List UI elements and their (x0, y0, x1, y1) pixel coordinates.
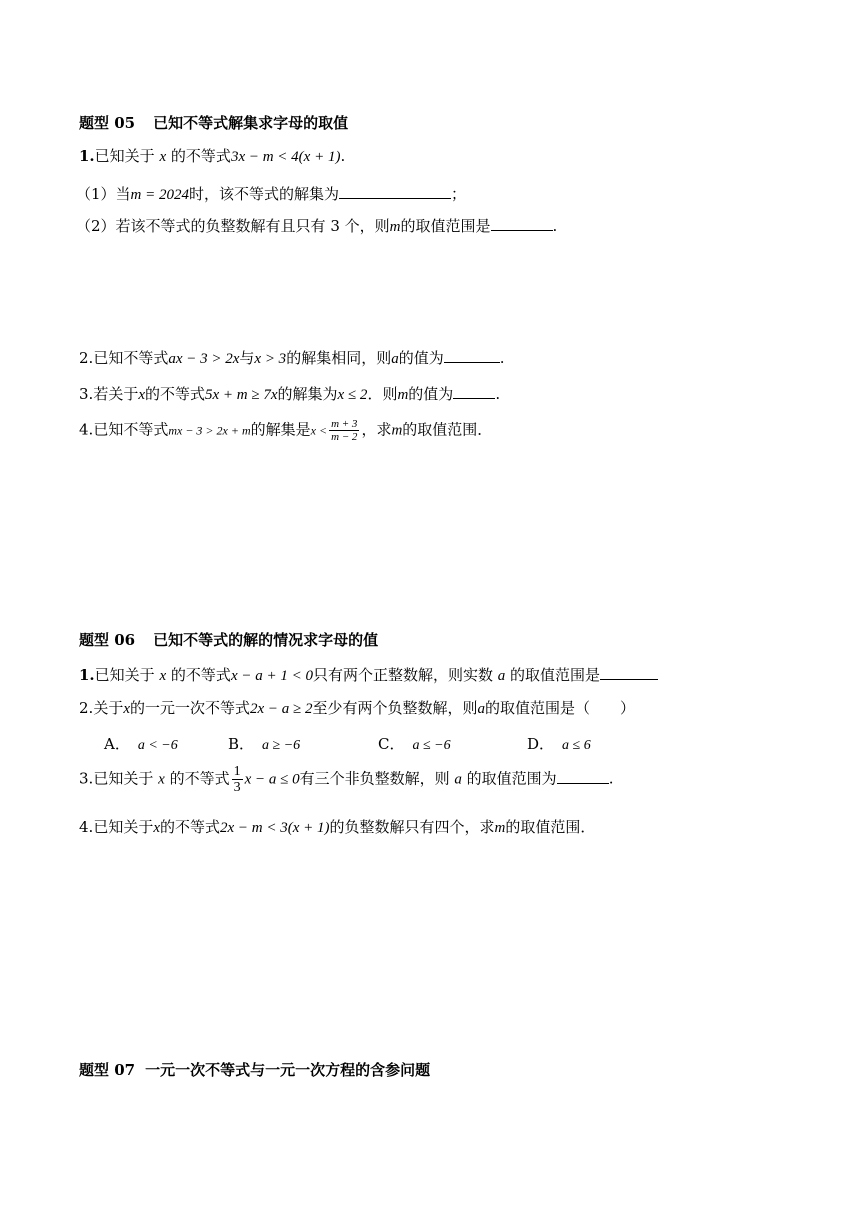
question-text: 的值为 (408, 385, 454, 403)
math-var: m (494, 820, 506, 836)
question-number: 3. (79, 385, 94, 403)
question-number: 1. (79, 666, 95, 684)
math-inequality: x − a ≤ 0 (244, 771, 300, 788)
option-expression: a ≤ −6 (412, 738, 451, 753)
math-inequality: 2x − a ≥ 2 (250, 701, 313, 717)
math-var: x (123, 701, 130, 717)
s05-question-1 (79, 145, 345, 166)
answer-blank[interactable] (339, 184, 451, 199)
question-text: 关于 (93, 699, 124, 717)
math-var: x (159, 668, 167, 684)
math-var: x (159, 149, 167, 165)
question-number: 1. (79, 147, 95, 165)
option-expression: a < −6 (137, 738, 178, 753)
option-label: C． (378, 735, 405, 753)
section-07-heading (79, 1059, 430, 1080)
question-text: 的一元一次不等式 (130, 699, 251, 717)
punct: . (499, 349, 505, 367)
s06-question-3 (79, 764, 613, 795)
s06-question-4 (79, 816, 595, 837)
math-inequality: mx − 3 > 2x + m (168, 423, 251, 438)
question-number: 2. (79, 349, 94, 367)
question-text: ．则 (367, 385, 398, 403)
s05-question-3 (79, 383, 500, 404)
fraction-numerator: 1 (233, 764, 241, 779)
option-b[interactable] (228, 733, 300, 754)
punct: ； (451, 185, 467, 203)
question-text: 与 (239, 349, 255, 367)
question-text: 的不等式 (160, 818, 221, 836)
punct: . (552, 217, 558, 235)
math-var: a (454, 771, 462, 788)
math-var: a (477, 701, 486, 717)
s05-question-2 (79, 347, 505, 368)
option-expression: a ≥ −6 (262, 738, 301, 753)
math-var: m (397, 387, 409, 403)
question-text: 已知不等式 (93, 349, 169, 367)
question-text: 的解集为 (277, 385, 338, 403)
math-var: x (138, 387, 145, 403)
question-text: 的不等式 (170, 147, 231, 165)
math-fraction (232, 764, 243, 795)
math-inequality: 3x − m < 4(x + 1) (230, 149, 341, 165)
section-05-heading (79, 112, 348, 133)
question-text: 已知关于 (93, 769, 154, 788)
answer-blank[interactable] (600, 665, 658, 680)
s05-question-4 (79, 418, 492, 443)
question-number: 3. (79, 769, 94, 788)
math-inequality: 2x − m < 3(x + 1) (220, 820, 330, 836)
question-text: 的负整数解只有四个，求 (329, 818, 495, 836)
section-title: 已知不等式的解的情况求字母的值 (153, 631, 379, 649)
sub-label: （1）当 (76, 185, 131, 203)
math-var: x (153, 820, 160, 836)
question-text: 已知关于 (93, 818, 154, 836)
s05-q1-sub-1 (76, 183, 466, 204)
question-text: 已知不等式 (93, 420, 169, 439)
question-text: 的值为 (398, 349, 444, 367)
math-var: a (391, 351, 399, 367)
answer-blank[interactable] (557, 769, 609, 784)
option-c[interactable] (378, 733, 451, 754)
punct: . (608, 769, 614, 788)
section-06-heading (79, 629, 378, 650)
math-var: m (391, 422, 403, 439)
fraction-denominator: 3 (233, 780, 241, 795)
question-text: 已知关于 (94, 666, 155, 684)
question-text: 的解集是 (250, 420, 311, 439)
fraction-numerator: m + 3 (331, 418, 358, 430)
question-text: 已知关于 (94, 147, 155, 165)
punct: . (340, 147, 346, 165)
math-inequality: x > 3 (254, 351, 287, 367)
question-text: 的取值范围是（ ） (485, 699, 636, 717)
math-var: m (389, 219, 401, 235)
sub-label: （2）若该不等式的负整数解有且只有 3 个，则 (76, 217, 390, 235)
answer-blank[interactable] (453, 384, 495, 399)
punct: . (495, 385, 501, 403)
math-condition: m = 2024 (130, 187, 190, 203)
question-text: 的取值范围为 (466, 769, 557, 788)
question-text: 时，该不等式的解集为 (189, 185, 340, 203)
math-fraction (329, 418, 359, 443)
question-text: 的不等式 (170, 666, 231, 684)
answer-blank[interactable] (444, 348, 500, 363)
option-label: A． (104, 735, 130, 753)
math-var: a (497, 668, 506, 684)
option-d[interactable] (527, 733, 591, 754)
question-text: 的不等式 (169, 769, 230, 788)
s05-q1-sub-2 (76, 215, 557, 236)
section-title: 已知不等式解集求字母的取值 (153, 114, 349, 132)
question-number: 4. (79, 818, 94, 836)
question-text: ，求 (361, 420, 392, 439)
question-text: 至少有两个负整数解，则 (312, 699, 478, 717)
question-text: 只有两个正整数解，则实数 (312, 666, 493, 684)
question-text: 的不等式 (145, 385, 206, 403)
question-text: 的取值范围是 (400, 217, 491, 235)
question-text: 的取值范围． (402, 420, 493, 439)
option-label: B． (228, 735, 255, 753)
math-inequality: ax − 3 > 2x (168, 351, 240, 367)
question-text: 若关于 (93, 385, 139, 403)
section-code: 题型 05 (79, 114, 136, 132)
math-inequality: x − a + 1 < 0 (230, 668, 313, 684)
question-number: 4. (79, 420, 94, 439)
section-code: 题型 07 (79, 1061, 136, 1079)
math-solution: x < (310, 423, 328, 438)
section-code: 题型 06 (79, 631, 136, 649)
math-inequality: 5x + m ≥ 7x (205, 387, 278, 403)
question-number: 2. (79, 699, 94, 717)
option-expression: a ≤ 6 (562, 738, 591, 753)
math-solution: x ≤ 2 (337, 387, 368, 403)
question-text: 的取值范围． (505, 818, 596, 836)
question-text: 的取值范围是 (510, 666, 601, 684)
option-a[interactable] (104, 733, 178, 754)
option-label: D． (527, 735, 555, 753)
s06-question-2 (79, 697, 635, 718)
section-title: 一元一次不等式与一元一次方程的含参问题 (145, 1061, 431, 1079)
answer-blank[interactable] (491, 216, 553, 231)
fraction-denominator: m − 2 (331, 431, 358, 443)
s06-question-1 (79, 664, 658, 685)
question-text: 有三个非负整数解，则 (299, 769, 450, 788)
math-var: x (158, 771, 165, 788)
question-text: 的解集相同，则 (286, 349, 392, 367)
